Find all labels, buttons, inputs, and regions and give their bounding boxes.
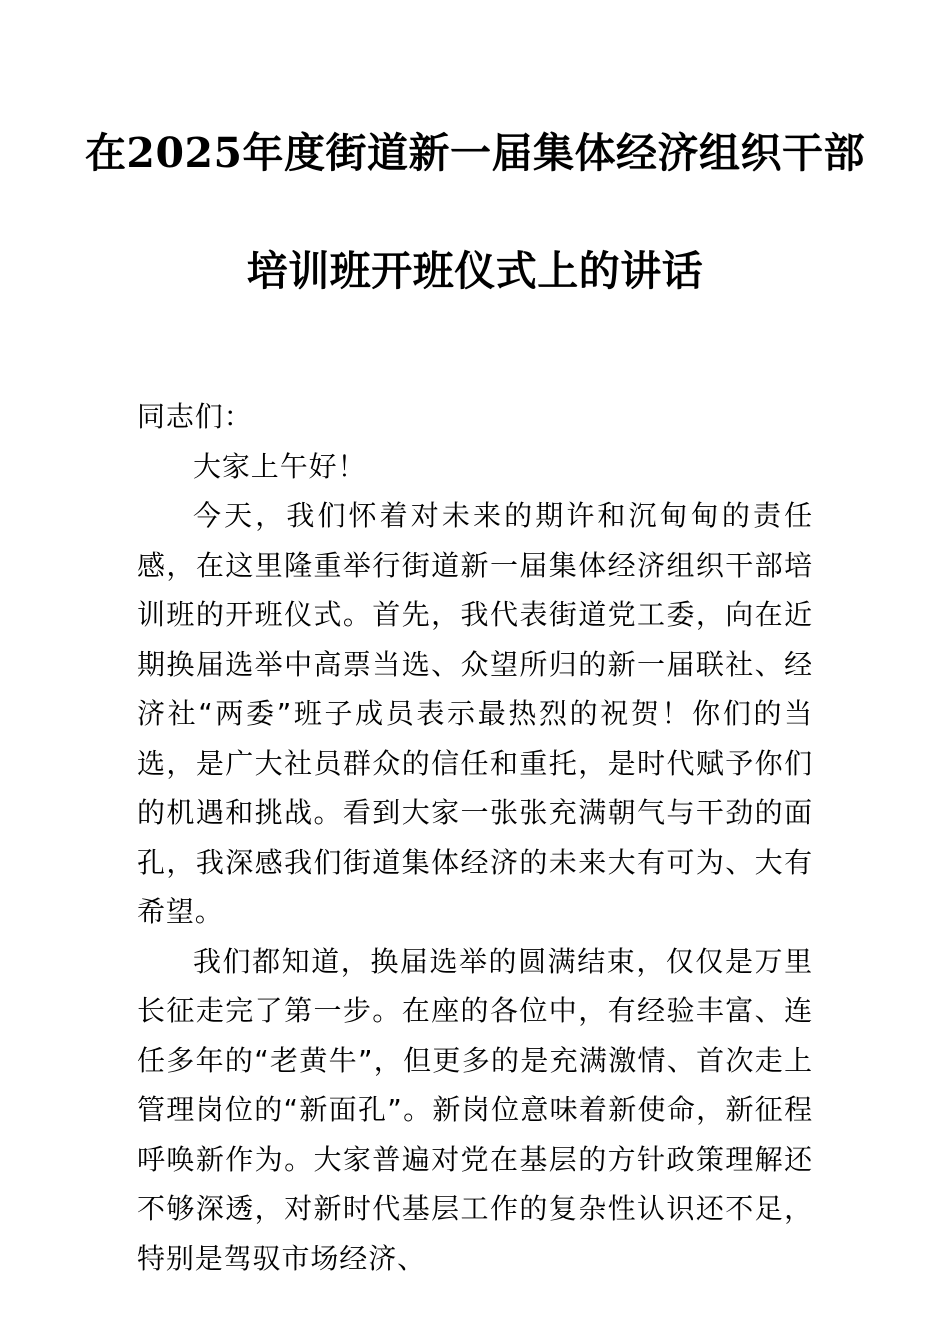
paragraph-salutation: 同志们： [137,400,253,433]
paragraph-second: 我们都知道，换届选举的圆满结束，仅仅是万里长征走完了第一步。在座的各位中，有经验丰富、连任多年的“老黄牛”，但更多的是充满激情、首次走上管理岗位的“新面孔”。新岗位意味着新使命，新征程呼唤新作为。大家普遍对党在基层的方针政策理解还不够深透，对新时代基层工作的复杂性认识还不足，特别是驾驭市场经济、 [137,944,813,1275]
title-line-1: 在2025年度街道新一届集体经济组织干部 [84,129,866,177]
paragraph-greeting: 大家上午好！ [193,449,367,483]
document-body [137,392,813,1283]
title-line-2: 培训班开班仪式上的讲话 [246,247,704,295]
paragraph-opening-remarks: 今天，我们怀着对未来的期许和沉甸甸的责任感，在这里隆重举行街道新一届集体经济组织干部培训班的开班仪式。首先，我代表街道党工委，向在近期换届选举中高票当选、众望所归的新一届联社、经济社“两委”班子成员表示最热烈的祝贺！你们的当选，是广大社员群众的信任和重托，是时代赋予你们的机遇和挑战。看到大家一张张充满朝气与干劲的面孔，我深感我们街道集体经济的未来大有可为、大有希望。 [137,499,813,928]
page-title [0,118,950,306]
